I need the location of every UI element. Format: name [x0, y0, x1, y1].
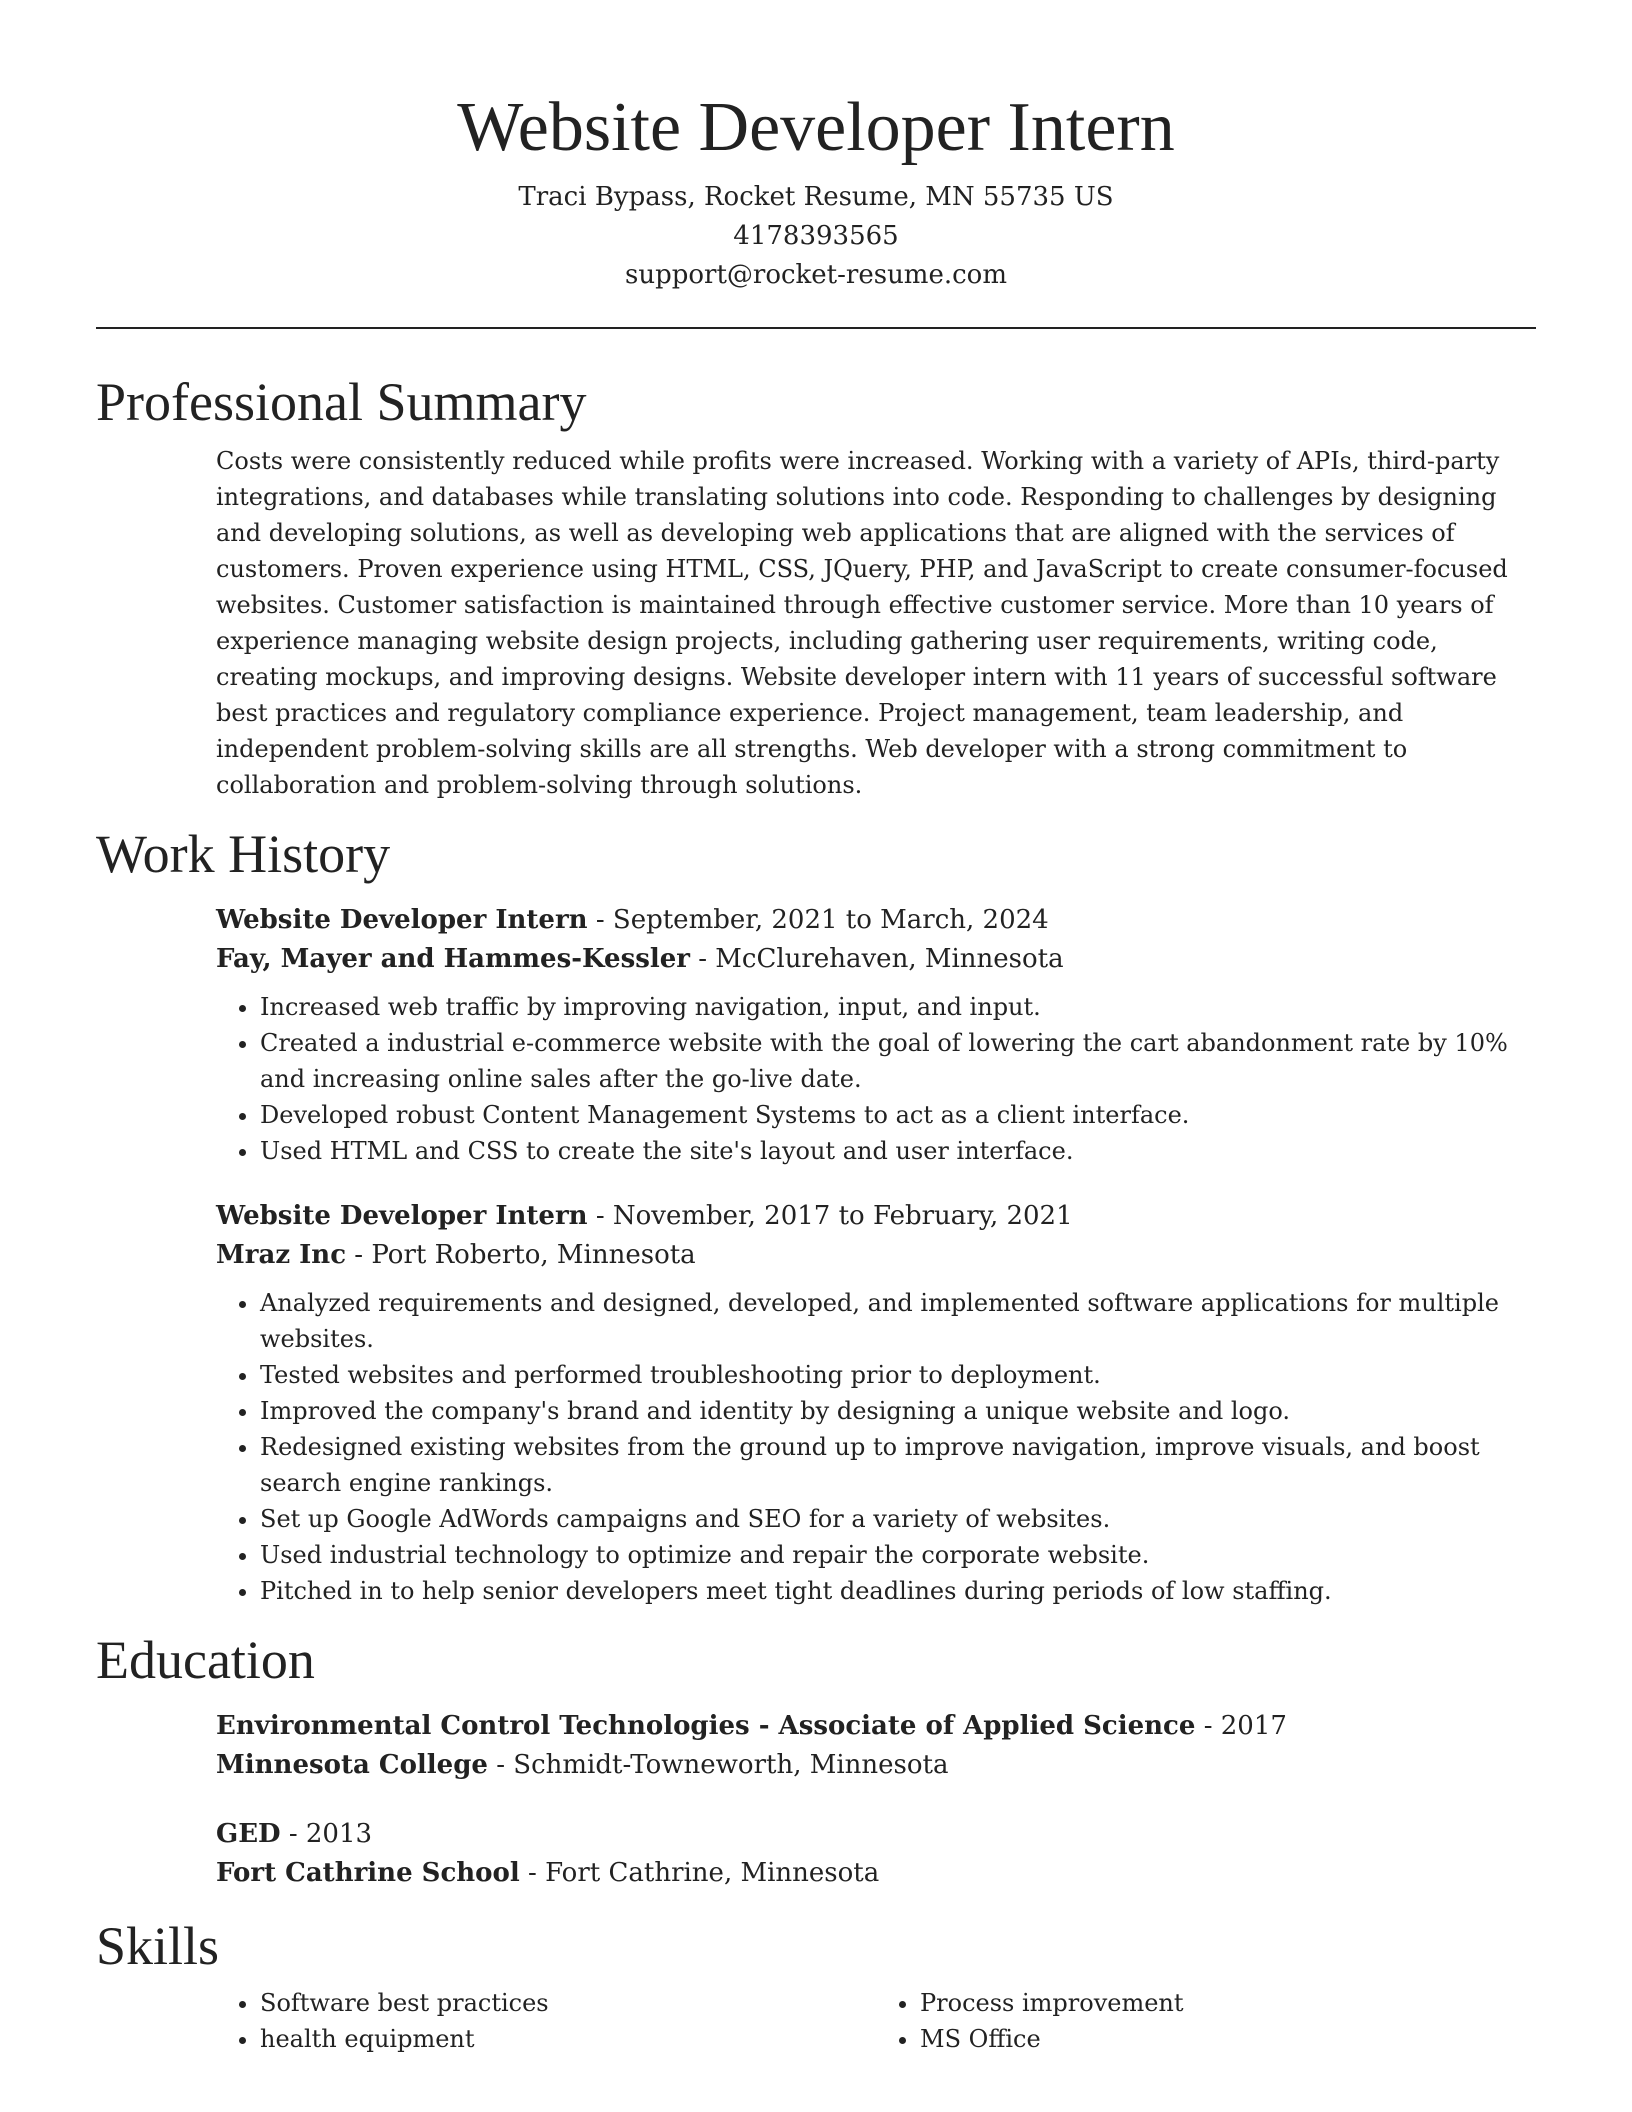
- list-item: • Analyzed requirements and designed, developed, and implemented software applications for multiple websites.: [260, 1285, 1536, 1357]
- list-item: • Pitched in to help senior developers meet tight deadlines during periods of low staffing.: [260, 1573, 1536, 1609]
- summary-text: Costs were consistently reduced while profits were increased. Working with a variety of APIs, third-party integrations, and databases while translating solutions into code. Responding to challenges by designing and developing solutions, as well as developing web applications that are aligned with the services of customers. Proven experience using HTML, CSS, JQuery, PHP, and JavaScript to create consumer-focused websites. Customer satisfaction is maintained through effective customer service. More than 10 years of experience managing website design projects, including gathering user requirements, writing code, creating mockups, and improving designs. Website developer intern with 11 years of successful software best practices and regulatory compliance experience. Project management, team leadership, and independent problem-solving skills are all strengths. Web developer with a strong commitment to collaboration and problem-solving through solutions.: [216, 447, 1508, 799]
- skill-item: • Software best practices: [260, 1985, 876, 2021]
- section-title-work: Work History: [96, 824, 391, 884]
- section-title-skills: Skills: [96, 1916, 220, 1976]
- skill-item: • MS Office: [920, 2021, 1536, 2057]
- work-section: [96, 821, 1536, 1609]
- skills-section: [96, 1913, 1536, 2057]
- phone: 4178393565: [733, 221, 899, 251]
- skills-list-left: [216, 1985, 876, 2057]
- education-section: [96, 1627, 1536, 1893]
- section-title-summary: Professional Summary: [96, 372, 587, 432]
- list-item: • Used industrial technology to optimize and repair the corporate website.: [260, 1537, 1536, 1573]
- address: Traci Bypass, Rocket Resume, MN 55735 US: [518, 182, 1114, 212]
- list-item: • Increased web traffic by improving navigation, input, and input.: [260, 989, 1536, 1025]
- degree: Environmental Control Technologies - Associate of Applied Science: [216, 1711, 1196, 1741]
- job-title: Website Developer Intern: [216, 1201, 588, 1231]
- skills-list-right: [876, 1985, 1536, 2057]
- job-title-line: [216, 1197, 1536, 1236]
- job-title: Website Developer Intern: [216, 905, 588, 935]
- summary-section: [96, 369, 1536, 803]
- header-divider: [96, 327, 1536, 329]
- school-line: [216, 1746, 1536, 1785]
- resume-header: [96, 0, 1536, 295]
- job-bullets: [216, 1285, 1536, 1609]
- resume-page: [96, 0, 1536, 2057]
- job-company: Mraz Inc: [216, 1240, 347, 1270]
- school-location: - Fort Cathrine, Minnesota: [519, 1858, 880, 1888]
- job-location: - McClurehaven, Minnesota: [689, 944, 1064, 974]
- degree-year: - 2017: [1195, 1711, 1287, 1741]
- list-item: • Tested websites and performed troubleshooting prior to deployment.: [260, 1357, 1536, 1393]
- list-item: • Redesigned existing websites from the ground up to improve navigation, improve visuals, and boost search engine rankings.: [260, 1429, 1536, 1501]
- list-item: • Set up Google AdWords campaigns and SEO for a variety of websites.: [260, 1501, 1536, 1537]
- job-company-line: [216, 940, 1536, 979]
- degree-line: [216, 1707, 1536, 1746]
- school-line: [216, 1854, 1536, 1893]
- job-title-line: [216, 901, 1536, 940]
- job-entry: [216, 901, 1536, 1169]
- job-dates: - November, 2017 to February, 2021: [587, 1201, 1073, 1231]
- list-item: • Improved the company's brand and identity by designing a unique website and logo.: [260, 1393, 1536, 1429]
- education-entry: [216, 1815, 1536, 1893]
- job-bullets: [216, 989, 1536, 1169]
- list-item: • Developed robust Content Management Systems to act as a client interface.: [260, 1097, 1536, 1133]
- education-entry: [216, 1707, 1536, 1785]
- list-item: • Created a industrial e-commerce website with the goal of lowering the cart abandonment rate by 10% and increasing online sales after the go-live date.: [260, 1025, 1536, 1097]
- skill-item: • health equipment: [260, 2021, 876, 2057]
- section-title-education: Education: [96, 1630, 315, 1690]
- list-item: • Used HTML and CSS to create the site's layout and user interface.: [260, 1133, 1536, 1169]
- job-location: - Port Roberto, Minnesota: [346, 1240, 696, 1270]
- job-company-line: [216, 1236, 1536, 1275]
- school: Fort Cathrine School: [216, 1858, 520, 1888]
- email: support@rocket-resume.com: [624, 260, 1007, 290]
- degree: GED: [216, 1819, 281, 1849]
- skill-item: • Process improvement: [920, 1985, 1536, 2021]
- candidate-name: Website Developer Intern: [457, 89, 1175, 166]
- school: Minnesota College: [216, 1750, 488, 1780]
- job-company: Fay, Mayer and Hammes-Kessler: [216, 944, 690, 974]
- degree-line: [216, 1815, 1536, 1854]
- job-dates: - September, 2021 to March, 2024: [587, 905, 1049, 935]
- degree-year: - 2013: [280, 1819, 373, 1849]
- contact-block: [96, 178, 1536, 295]
- job-entry: [216, 1197, 1536, 1609]
- school-location: - Schmidt-Towneworth, Minnesota: [487, 1750, 949, 1780]
